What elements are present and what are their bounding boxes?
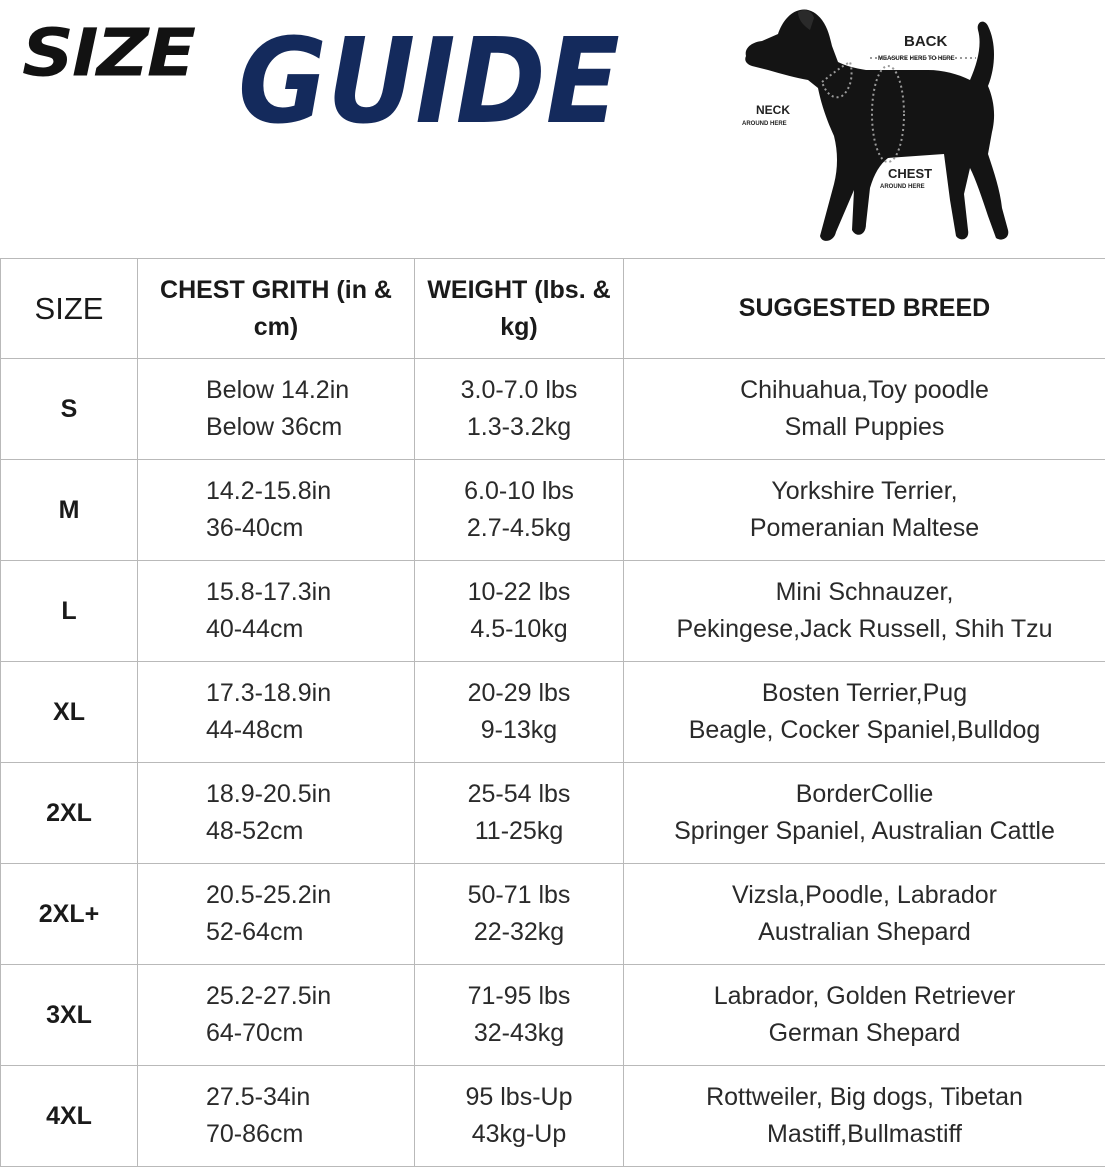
weight-lbs: 10-22 lbs [415,574,623,611]
title-guide-word: GUIDE [238,22,620,140]
weight-kg: 22-32kg [415,914,623,951]
size-cell: 4XL [1,1066,138,1167]
breed-line1: Labrador, Golden Retriever [624,978,1105,1015]
table-row [1,359,1105,460]
breed-line1: Bosten Terrier,Pug [624,675,1105,712]
weight-cell [415,460,624,561]
breed-line2: Springer Spaniel, Australian Cattle [624,813,1105,850]
weight-lbs: 20-29 lbs [415,675,623,712]
breed-line1: Rottweiler, Big dogs, Tibetan [624,1079,1105,1116]
size-cell: L [1,561,138,662]
size-table [0,258,1105,1167]
header-chest [138,259,415,359]
weight-kg: 43kg-Up [415,1116,623,1153]
back-label [878,33,955,62]
size-cell: S [1,359,138,460]
chest-cell [138,460,415,561]
weight-lbs: 3.0-7.0 lbs [415,372,623,409]
weight-kg: 4.5-10kg [415,611,623,648]
weight-kg: 9-13kg [415,712,623,749]
breed-line2: Australian Shepard [624,914,1105,951]
weight-kg: 32-43kg [415,1015,623,1052]
header-breed-line2: BREED [903,294,991,322]
weight-cell [415,763,624,864]
chest-in: Below 14.2in [206,372,414,409]
header-breed [624,259,1105,359]
chest-cm: Below 36cm [206,409,414,446]
chest-in: 25.2-27.5in [206,978,414,1015]
chest-label [880,166,932,190]
breed-line1: Yorkshire Terrier, [624,473,1105,510]
weight-cell [415,359,624,460]
table-row [1,763,1105,864]
weight-kg: 11-25kg [415,813,623,850]
chest-cm: 44-48cm [206,712,414,749]
breed-line1: BorderCollie [624,776,1105,813]
svg-text:CHEST: CHEST [888,166,932,181]
breed-line1: Vizsla,Poodle, Labrador [624,877,1105,914]
chest-in: 17.3-18.9in [206,675,414,712]
header-chest-line1: CHEST GRITH [160,276,329,304]
chest-in: 18.9-20.5in [206,776,414,813]
weight-cell [415,864,624,965]
chest-in: 15.8-17.3in [206,574,414,611]
size-cell: XL [1,662,138,763]
weight-lbs: 50-71 lbs [415,877,623,914]
header-size: SIZE [1,259,138,359]
chest-cm: 70-86cm [206,1116,414,1153]
breed-line2: Small Puppies [624,409,1105,446]
table-row [1,662,1105,763]
weight-kg: 1.3-3.2kg [415,409,623,446]
chest-in: 20.5-25.2in [206,877,414,914]
weight-cell [415,965,624,1066]
breed-cell [624,763,1105,864]
svg-text:AROUND HERE: AROUND HERE [880,184,925,190]
size-cell: 3XL [1,965,138,1066]
weight-lbs: 95 lbs-Up [415,1079,623,1116]
breed-cell [624,864,1105,965]
chest-cell [138,561,415,662]
breed-cell [624,662,1105,763]
weight-kg: 2.7-4.5kg [415,510,623,547]
chest-cell [138,965,415,1066]
chest-cm: 48-52cm [206,813,414,850]
table-row [1,1066,1105,1167]
header-weight-line1: WEIGHT [427,276,527,304]
breed-cell [624,561,1105,662]
size-cell: 2XL+ [1,864,138,965]
size-cell: 2XL [1,763,138,864]
table-header-row [1,259,1105,359]
chest-cm: 64-70cm [206,1015,414,1052]
table-row [1,864,1105,965]
weight-cell [415,1066,624,1167]
svg-text:AROUND HERE: AROUND HERE [742,121,787,127]
breed-cell [624,359,1105,460]
table-row [1,561,1105,662]
size-cell: M [1,460,138,561]
breed-line2: Beagle, Cocker Spaniel,Bulldog [624,712,1105,749]
table-row [1,965,1105,1066]
breed-line2: Pekingese,Jack Russell, Shih Tzu [624,611,1105,648]
header-chest-line2: (in & cm) [254,276,392,341]
chest-cell [138,1066,415,1167]
chest-cell [138,662,415,763]
chest-in: 27.5-34in [206,1079,414,1116]
breed-cell [624,460,1105,561]
table-row [1,460,1105,561]
dog-measurement-diagram [738,4,1048,254]
breed-line2: Mastiff,Bullmastiff [624,1116,1105,1153]
title-size-word: SIZE [22,14,194,91]
chest-in: 14.2-15.8in [206,473,414,510]
svg-text:NECK: NECK [756,103,790,117]
weight-lbs: 6.0-10 lbs [415,473,623,510]
weight-lbs: 25-54 lbs [415,776,623,813]
chest-cm: 36-40cm [206,510,414,547]
svg-text:BACK: BACK [904,33,947,50]
header [0,0,1105,255]
breed-cell [624,965,1105,1066]
breed-line1: Chihuahua,Toy poodle [624,372,1105,409]
header-weight-line2: (lbs. & kg) [500,276,610,341]
header-weight [415,259,624,359]
weight-lbs: 71-95 lbs [415,978,623,1015]
breed-cell [624,1066,1105,1167]
breed-line2: Pomeranian Maltese [624,510,1105,547]
neck-label [742,103,790,127]
chest-cm: 40-44cm [206,611,414,648]
chest-cell [138,763,415,864]
chest-cm: 52-64cm [206,914,414,951]
weight-cell [415,561,624,662]
weight-cell [415,662,624,763]
svg-text:MEASURE HERE TO HERE: MEASURE HERE TO HERE [878,56,955,62]
chest-cell [138,864,415,965]
header-breed-line1: SUGGESTED [739,294,896,322]
breed-line1: Mini Schnauzer, [624,574,1105,611]
breed-line2: German Shepard [624,1015,1105,1052]
chest-cell [138,359,415,460]
